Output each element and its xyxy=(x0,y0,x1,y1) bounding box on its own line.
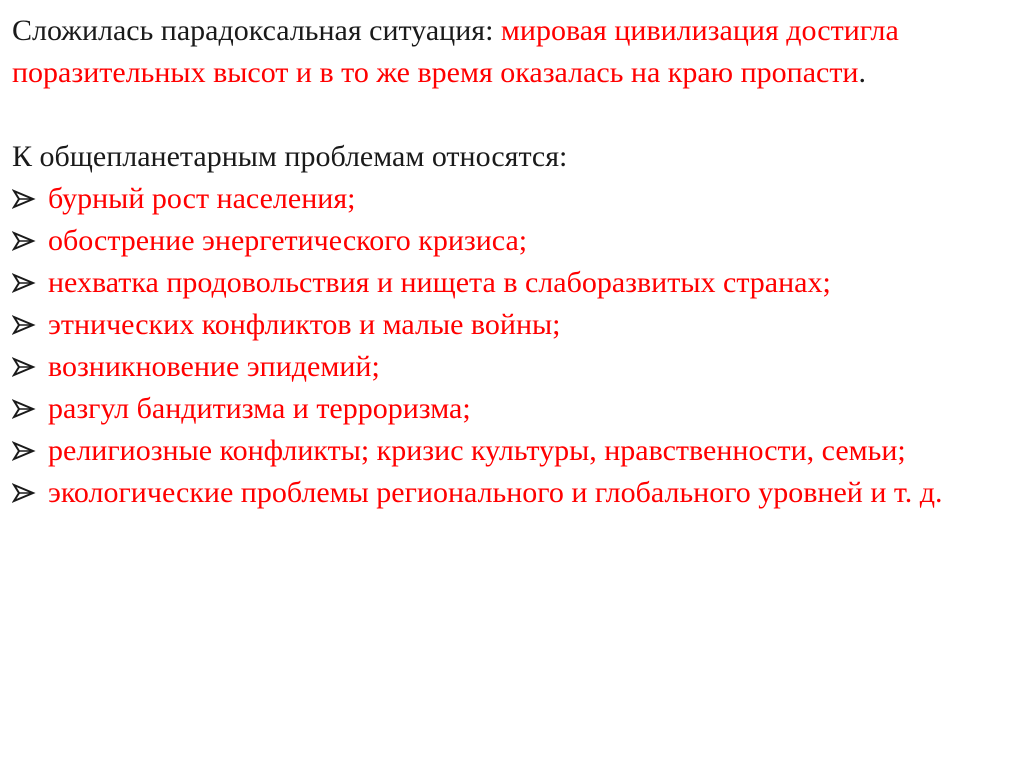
list-item-text: нехватка продовольствия и нищета в слаборазвитых странах; xyxy=(48,266,831,299)
list-item-text: разгул бандитизма и терроризма; xyxy=(48,392,471,425)
intro-emphasis: мировая цивилизация достигла поразительных высот и в то же время оказалась на краю пропасти xyxy=(12,14,899,89)
list-item-text: экологические проблемы регионального и глобального уровней и т. д. xyxy=(48,476,943,509)
list-item xyxy=(12,220,1006,262)
list-item-text: религиозные конфликты; кризис культуры, нравственности, семьи; xyxy=(48,434,906,467)
list-item-text: этнических конфликтов и малые войны; xyxy=(48,308,561,341)
list-item-text: обострение энергетического кризиса; xyxy=(48,224,528,257)
checkmark-arrow-icon xyxy=(12,304,40,346)
list-item-text: возникновение эпидемий; xyxy=(48,350,380,383)
intro-paragraph xyxy=(12,10,1006,94)
intro-end: . xyxy=(858,56,866,89)
list-item xyxy=(12,262,1006,304)
checkmark-arrow-icon xyxy=(12,346,40,388)
problems-heading: К общепланетарным проблемам относятся: xyxy=(12,140,568,173)
list-item-text: бурный рост населения; xyxy=(48,182,356,215)
checkmark-arrow-icon xyxy=(12,220,40,262)
problems-list xyxy=(12,178,1006,514)
intro-lead: Сложилась парадоксальная ситуация: xyxy=(12,14,501,47)
list-item xyxy=(12,472,1006,514)
checkmark-arrow-icon xyxy=(12,262,40,304)
spacer xyxy=(12,94,1006,136)
checkmark-arrow-icon xyxy=(12,430,40,472)
checkmark-arrow-icon xyxy=(12,178,40,220)
list-item xyxy=(12,388,1006,430)
checkmark-arrow-icon xyxy=(12,388,40,430)
list-item xyxy=(12,304,1006,346)
checkmark-arrow-icon xyxy=(12,472,40,514)
list-item xyxy=(12,346,1006,388)
list-item xyxy=(12,430,1006,472)
list-item xyxy=(12,178,1006,220)
